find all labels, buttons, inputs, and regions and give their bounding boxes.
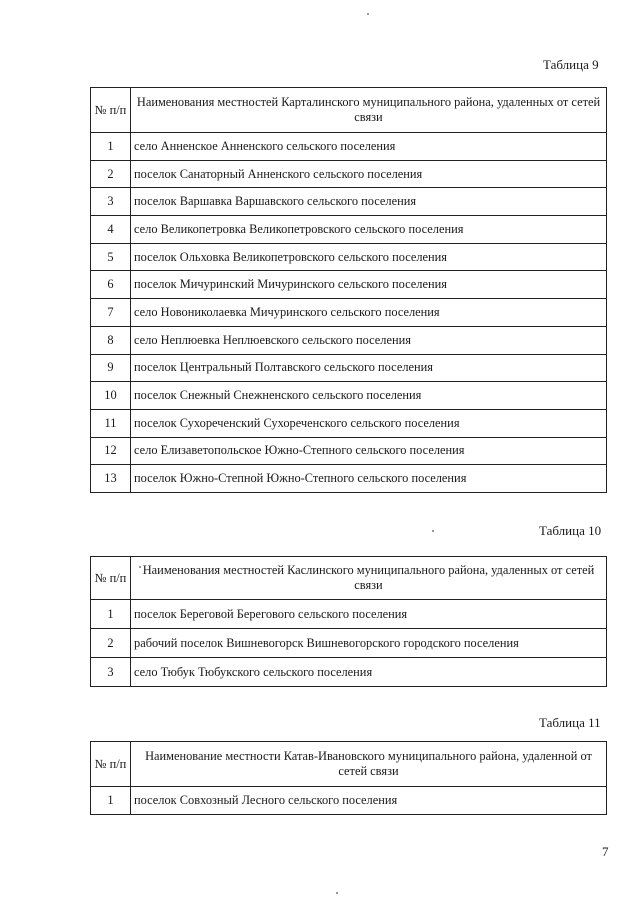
locality-name: поселок Снежный Снежненского сельского поселения (131, 382, 607, 410)
locality-name: поселок Центральный Полтавского сельского поселения (131, 354, 607, 382)
scan-speck (432, 530, 434, 532)
row-number: 3 (91, 188, 131, 216)
scan-speck (367, 13, 369, 15)
row-number: 4 (91, 216, 131, 244)
row-number: 7 (91, 299, 131, 327)
table-row (91, 243, 607, 271)
row-number: 6 (91, 271, 131, 299)
row-number: 8 (91, 326, 131, 354)
scan-speck (336, 892, 338, 894)
locality-name: село Великопетровка Великопетровского сельского поселения (131, 216, 607, 244)
table-row (91, 409, 607, 437)
table-row (91, 437, 607, 465)
table-row (91, 133, 607, 161)
row-number: 9 (91, 354, 131, 382)
row-number: 1 (91, 133, 131, 161)
locality-name: село Новониколаевка Мичуринского сельского поселения (131, 299, 607, 327)
table-header-row (91, 557, 607, 600)
table-row (91, 160, 607, 188)
locality-name: рабочий поселок Вишневогорск Вишневогорского городского поселения (131, 629, 607, 658)
table-kartaly-district (90, 87, 607, 493)
table-row (91, 188, 607, 216)
table-row (91, 382, 607, 410)
table-row (91, 299, 607, 327)
row-number: 3 (91, 658, 131, 687)
row-number: 2 (91, 629, 131, 658)
table-kasli-district (90, 556, 607, 687)
table-header-row (91, 88, 607, 133)
table-row (91, 271, 607, 299)
row-number: 5 (91, 243, 131, 271)
header-number: № п/п (91, 557, 131, 600)
header-number: № п/п (91, 742, 131, 787)
row-number: 11 (91, 409, 131, 437)
table-katav-ivanovsk-district (90, 741, 607, 815)
table-caption: Таблица 9 (543, 57, 599, 72)
locality-name: село Тюбук Тюбукского сельского поселения (131, 658, 607, 687)
locality-name: поселок Варшавка Варшавского сельского поселения (131, 188, 607, 216)
table-row (91, 326, 607, 354)
table-row (91, 465, 607, 493)
header-name: Наименования местностей Каслинского муниципального района, удаленных от сетей связи (131, 557, 607, 600)
locality-name: поселок Совхозный Лесного сельского поселения (131, 787, 607, 815)
header-number: № п/п (91, 88, 131, 133)
header-name: Наименования местностей Карталинского муниципального района, удаленных от сетей связи (131, 88, 607, 133)
header-name: Наименование местности Катав-Ивановского муниципального района, удаленной от сетей связи (131, 742, 607, 787)
locality-name: поселок Южно-Степной Южно-Степного сельского поселения (131, 465, 607, 493)
locality-name: поселок Мичуринский Мичуринского сельского поселения (131, 271, 607, 299)
table-row (91, 629, 607, 658)
row-number: 1 (91, 787, 131, 815)
locality-name: поселок Ольховка Великопетровского сельского поселения (131, 243, 607, 271)
row-number: 12 (91, 437, 131, 465)
locality-name: село Анненское Анненского сельского поселения (131, 133, 607, 161)
row-number: 13 (91, 465, 131, 493)
locality-name: поселок Санаторный Анненского сельского поселения (131, 160, 607, 188)
locality-name: поселок Береговой Берегового сельского поселения (131, 600, 607, 629)
table-row (91, 658, 607, 687)
table-row (91, 787, 607, 815)
locality-name: поселок Сухореченский Сухореченского сельского поселения (131, 409, 607, 437)
table-caption: Таблица 10 (539, 523, 602, 538)
locality-name: село Неплюевка Неплюевского сельского поселения (131, 326, 607, 354)
page-number: 7 (602, 844, 609, 859)
row-number: 1 (91, 600, 131, 629)
row-number: 2 (91, 160, 131, 188)
table-caption: Таблица 11 (539, 715, 601, 730)
table-header-row (91, 742, 607, 787)
row-number: 10 (91, 382, 131, 410)
table-row (91, 216, 607, 244)
table-row (91, 600, 607, 629)
locality-name: село Елизаветопольское Южно-Степного сельского поселения (131, 437, 607, 465)
table-row (91, 354, 607, 382)
